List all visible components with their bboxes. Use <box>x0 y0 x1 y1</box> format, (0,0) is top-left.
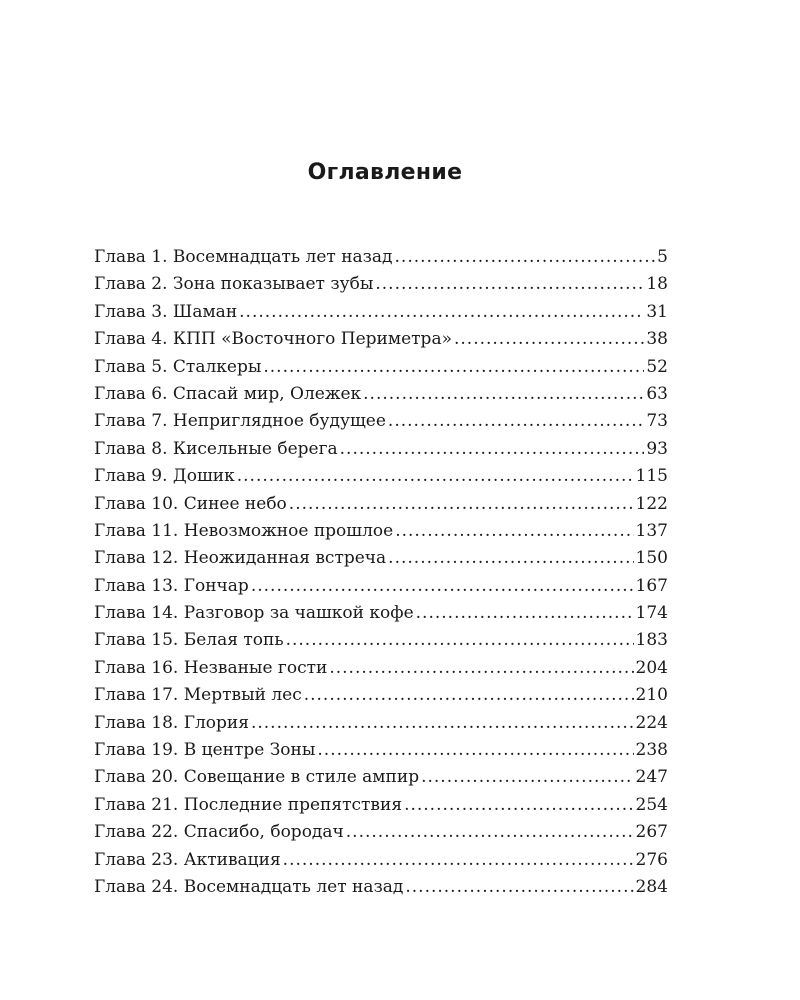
toc-entry-page-number: 238 <box>635 740 668 761</box>
toc-entry-label: Глава 14. Разговор за чашкой кофе <box>94 603 414 624</box>
toc-entry-page-number: 115 <box>635 466 668 487</box>
dot-leader <box>283 847 634 874</box>
dot-leader <box>329 655 633 682</box>
dot-leader <box>304 682 634 709</box>
toc-entry-label: Глава 3. Шаман <box>94 301 238 322</box>
toc-entry <box>94 764 668 791</box>
toc-entry <box>94 518 668 545</box>
toc-entry-page-number: 93 <box>646 438 668 459</box>
toc-entry-label: Глава 8. Кисельные берега <box>94 438 338 459</box>
toc-entry <box>94 354 668 381</box>
toc-entry <box>94 600 668 627</box>
toc-entry <box>94 819 668 846</box>
table-of-contents <box>94 244 668 901</box>
toc-entry <box>94 436 668 463</box>
toc-entry-label: Глава 10. Синее небо <box>94 493 287 514</box>
toc-entry-page-number: 284 <box>635 876 668 897</box>
dot-leader <box>340 436 645 463</box>
dot-leader <box>388 545 633 572</box>
toc-entry-label: Глава 13. Гончар <box>94 575 249 596</box>
toc-entry-page-number: 247 <box>635 767 668 788</box>
toc-entry-page-number: 73 <box>646 411 668 432</box>
toc-entry-label: Глава 16. Незваные гости <box>94 657 328 678</box>
page-title: Оглавление <box>307 160 463 185</box>
toc-entry-label: Глава 19. В центре Зоны <box>94 740 316 761</box>
toc-entry-page-number: 122 <box>635 493 668 514</box>
dot-leader <box>404 792 633 819</box>
toc-entry-page-number: 224 <box>635 712 668 733</box>
toc-entry <box>94 463 668 490</box>
toc-entry-page-number: 31 <box>646 301 668 322</box>
dot-leader <box>346 819 634 846</box>
toc-entry-label: Глава 12. Неожиданная встреча <box>94 548 387 569</box>
toc-entry-page-number: 183 <box>635 630 668 651</box>
toc-entry-page-number: 167 <box>635 575 668 596</box>
dot-leader <box>395 244 656 271</box>
toc-entry-page-number: 5 <box>657 247 668 267</box>
toc-entry <box>94 737 668 764</box>
toc-entry <box>94 491 668 518</box>
toc-entry-label: Глава 9. Дошик <box>94 466 235 487</box>
dot-leader <box>239 299 644 326</box>
toc-entry-label: Глава 11. Невозможное прошлое <box>94 520 394 541</box>
toc-entry-page-number: 204 <box>635 657 668 678</box>
dot-leader <box>421 764 633 791</box>
toc-entry-page-number: 137 <box>635 520 668 541</box>
toc-entry-label: Глава 23. Активация <box>94 849 281 870</box>
toc-entry-label: Глава 7. Неприглядное будущее <box>94 411 386 432</box>
toc-entry-page-number: 63 <box>646 383 668 404</box>
toc-entry-page-number: 38 <box>646 329 668 350</box>
toc-entry-page-number: 52 <box>646 356 668 377</box>
toc-entry-label: Глава 20. Совещание в стиле ампир <box>94 767 420 788</box>
toc-entry <box>94 792 668 819</box>
toc-entry <box>94 627 668 654</box>
dot-leader <box>263 354 644 381</box>
toc-entry <box>94 326 668 353</box>
toc-entry <box>94 381 668 408</box>
dot-leader <box>405 874 633 901</box>
toc-entry-label: Глава 5. Сталкеры <box>94 356 262 377</box>
toc-entry <box>94 271 668 298</box>
dot-leader <box>251 710 634 737</box>
dot-leader <box>363 381 644 408</box>
toc-entry-label: Глава 15. Белая топь <box>94 630 284 651</box>
toc-entry <box>94 573 668 600</box>
toc-entry <box>94 299 668 326</box>
toc-entry-page-number: 254 <box>635 794 668 815</box>
toc-entry-page-number: 174 <box>635 603 668 624</box>
toc-entry <box>94 655 668 682</box>
dot-leader <box>237 463 634 490</box>
toc-entry <box>94 545 668 572</box>
toc-entry <box>94 847 668 874</box>
toc-entry-label: Глава 24. Восемнадцать лет назад <box>94 876 404 897</box>
toc-entry-page-number: 18 <box>646 274 668 295</box>
toc-entry-label: Глава 21. Последние препятствия <box>94 794 403 815</box>
dot-leader <box>251 573 634 600</box>
toc-entry-label: Глава 18. Глория <box>94 712 249 733</box>
dot-leader <box>416 600 634 627</box>
dot-leader <box>395 518 633 545</box>
toc-entry <box>94 408 668 435</box>
dot-leader <box>375 271 644 298</box>
dot-leader <box>286 627 634 654</box>
toc-entry <box>94 710 668 737</box>
toc-entry-page-number: 267 <box>635 822 668 843</box>
dot-leader <box>289 491 634 518</box>
toc-entry-label: Глава 22. Спасибо, бородач <box>94 822 344 843</box>
toc-entry <box>94 682 668 709</box>
toc-entry-page-number: 276 <box>635 849 668 870</box>
dot-leader <box>454 326 644 353</box>
toc-entry-label: Глава 4. КПП «Восточного Периметра» <box>94 329 452 350</box>
toc-entry-page-number: 210 <box>635 685 668 706</box>
toc-entry-label: Глава 1. Восемнадцать лет назад <box>94 247 393 267</box>
toc-entry <box>94 874 668 901</box>
toc-entry-label: Глава 2. Зона показывает зубы <box>94 274 374 295</box>
dot-leader <box>317 737 633 764</box>
toc-entry-page-number: 150 <box>635 548 668 569</box>
dot-leader <box>388 408 644 435</box>
toc-entry-label: Глава 17. Мертвый лес <box>94 685 302 706</box>
toc-entry <box>94 244 668 271</box>
toc-entry-label: Глава 6. Спасай мир, Олежек <box>94 383 362 404</box>
